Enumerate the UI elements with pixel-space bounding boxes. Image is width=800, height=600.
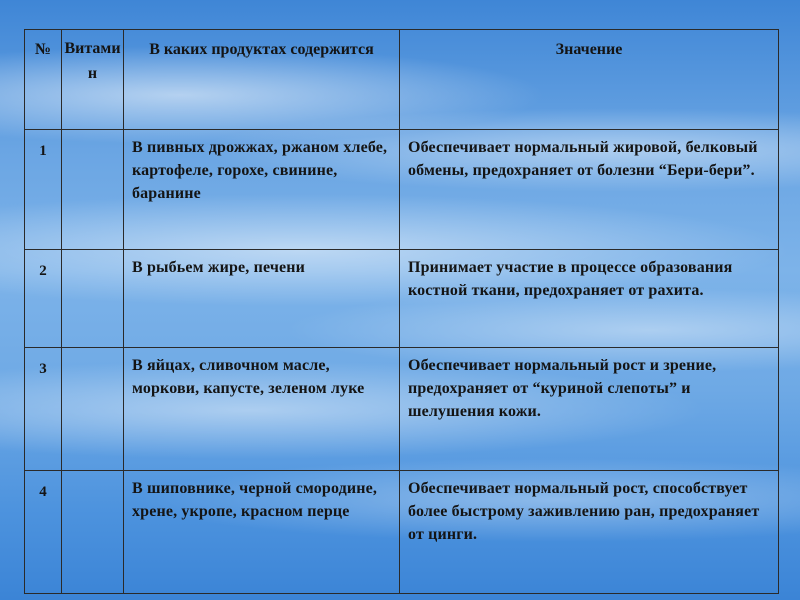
header-products: В каких продуктах содержится (124, 30, 400, 130)
row-number: 2 (25, 250, 62, 348)
row-number: 4 (25, 471, 62, 594)
row-products: В шиповнике, черной смородине, хрене, укропе, красном перце (124, 471, 400, 594)
vitamin-table (24, 29, 779, 594)
header-vitamin: Витамин (62, 30, 124, 130)
header-row (25, 30, 779, 130)
table-row (25, 471, 779, 594)
table-row (25, 250, 779, 348)
row-meaning: Обеспечивает нормальный жировой, белковый обмены, предохраняет от болезни “Бери-бери”. (400, 130, 779, 250)
row-products: В яйцах, сливочном масле, моркови, капусте, зеленом луке (124, 348, 400, 471)
row-vitamin (62, 130, 124, 250)
row-meaning: Обеспечивает нормальный рост и зрение, предохраняет от “куриной слепоты” и шелушения кожи. (400, 348, 779, 471)
table-row (25, 348, 779, 471)
row-vitamin (62, 250, 124, 348)
row-vitamin (62, 348, 124, 471)
row-meaning: Принимает участие в процессе образования костной ткани, предохраняет от рахита. (400, 250, 779, 348)
header-number: № (25, 30, 62, 130)
row-number: 3 (25, 348, 62, 471)
table-row (25, 130, 779, 250)
header-meaning: Значение (400, 30, 779, 130)
row-number: 1 (25, 130, 62, 250)
row-products: В рыбьем жире, печени (124, 250, 400, 348)
row-meaning: Обеспечивает нормальный рост, способствует более быстрому заживлению ран, предохраняет от цинги. (400, 471, 779, 594)
row-vitamin (62, 471, 124, 594)
row-products: В пивных дрожжах, ржаном хлебе, картофеле, горохе, свинине, баранине (124, 130, 400, 250)
